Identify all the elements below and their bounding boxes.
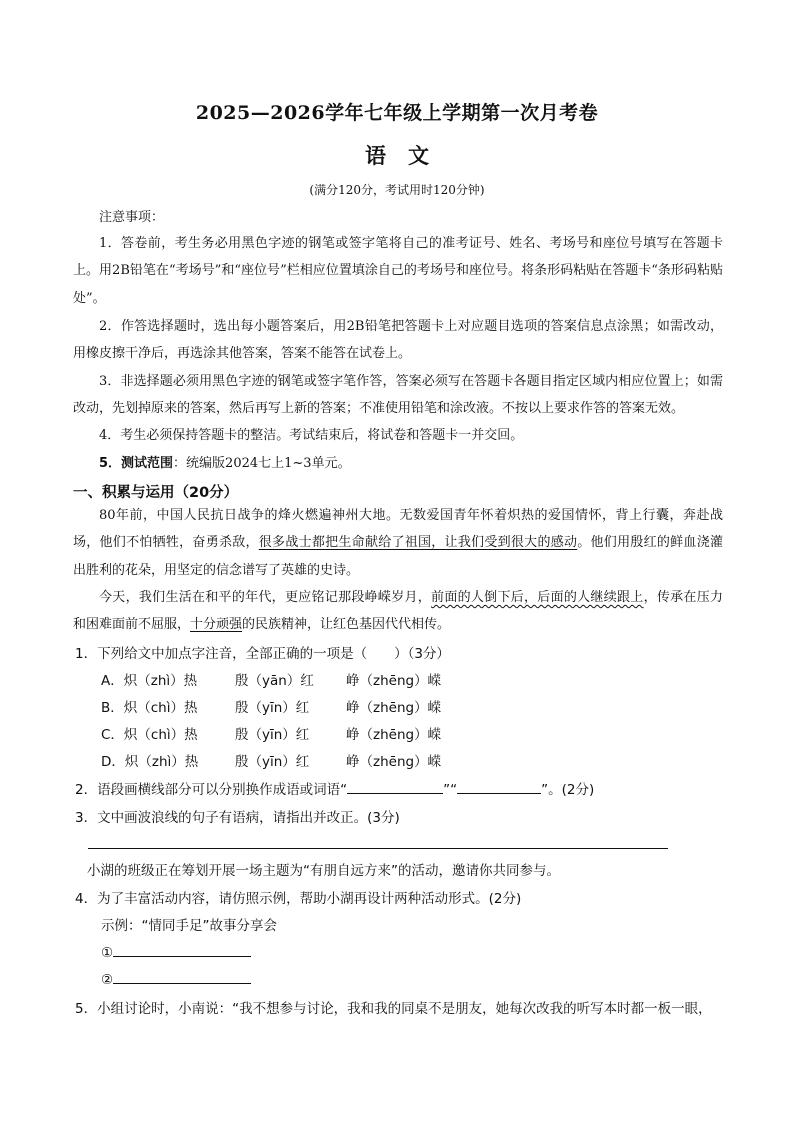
option-item: 峥（zhēng）嵘	[346, 727, 442, 743]
passage-text: 的民族精神，让红色基因代代相传。	[242, 617, 451, 633]
note-item-4: 4．考生必须保持答题卡的整洁。考试结束后，将试卷和答题卡一并交回。	[99, 428, 524, 443]
passage-text: 今天，我们生活在和平的年代，更应铭记那段峥嵘岁月，	[99, 590, 432, 605]
passage-paragraph-1	[73, 502, 723, 584]
section-heading: 一、积累与运用（20分）	[73, 485, 239, 501]
underlined-phrase: 十分顽强	[190, 617, 243, 633]
question-1: 1．下列给文中加点字注音，全部正确的一项是（ ）（3分）	[75, 646, 450, 662]
passage-text: ，传承在压力和困难面前不屈服，	[73, 590, 723, 633]
answer-item-1[interactable]	[101, 942, 251, 961]
question-2-text: ”。(2分)	[541, 782, 595, 798]
note-item-5-label: 5．测试范围	[99, 456, 174, 471]
option-c[interactable]	[101, 723, 442, 743]
answer-blank[interactable]	[113, 942, 251, 957]
answer-blank-1[interactable]	[347, 779, 443, 794]
answer-line[interactable]	[88, 848, 668, 849]
option-item: 峥（zhēng）嵘	[346, 673, 442, 689]
option-item: 殷（yān）红	[235, 673, 314, 689]
exam-title: 2025—2026学年七年级上学期第一次月考卷	[195, 102, 599, 124]
option-item: 峥（zhēng）嵘	[346, 754, 442, 770]
note-item-1: 1．答卷前，考生务必用黑色字迹的钢笔或签字笔将自己的准考证号、姓名、考场号和座位号填写在答题卡上。用2B铅笔在“考场号”和“座位号”栏相应位置填涂自己的考场号和座位号。将条形码粘贴在答题卡“条形码粘贴处”。	[73, 236, 723, 306]
option-item: 殷（yīn）红	[235, 700, 310, 716]
option-label: D．炽（zhì）热	[101, 754, 199, 770]
wavy-underlined-sentence: 前面的人倒下后，后面的人继续跟上	[431, 590, 644, 605]
subject-title: 语文	[365, 143, 451, 168]
question-4-example: 示例：“情同手足”故事分享会	[101, 918, 277, 934]
circled-number-2: ②	[101, 972, 114, 988]
option-label: B．炽（chì）热	[101, 700, 198, 716]
option-label: C．炽（chì）热	[101, 727, 198, 743]
question-4: 4．为了丰富活动内容，请仿照示例，帮助小湖再设计两种活动形式。(2分)	[75, 891, 522, 907]
answer-blank[interactable]	[113, 969, 251, 984]
note-item-2: 2．作答选择题时，选出每小题答案后，用2B铅笔把答题卡上对应题目选项的答案信息点涂黑；如需改动，用橡皮擦干净后，再选涂其他答案，答案不能答在试卷上。	[73, 319, 723, 362]
note-item-3: 3．非选择题必须用黑色字迹的钢笔或签字笔作答，答案必须写在答题卡各题目指定区域内相应位置上；如需改动，先划掉原来的答案，然后再写上新的答案；不准使用铅笔和涂改液。不按以上要求作答的答案无效。	[73, 374, 723, 417]
note-item-5-text: ：统编版2024七上1~3单元。	[173, 456, 351, 471]
option-label: A．炽（zhì）热	[101, 673, 198, 689]
circled-number-1: ①	[101, 945, 114, 961]
option-a[interactable]	[101, 669, 442, 689]
option-item: 殷（yīn）红	[235, 727, 310, 743]
note-item-5	[73, 450, 723, 477]
question-2	[75, 778, 594, 798]
option-d[interactable]	[101, 750, 442, 770]
option-item: 殷（yīn）红	[235, 754, 310, 770]
question-2-text: 2．语段画横线部分可以分别换作成语或词语“	[75, 782, 348, 798]
question-2-text: ”“	[443, 782, 458, 798]
exam-info: (满分120分，考试用时120分钟)	[309, 183, 485, 197]
notes-heading: 注意事项：	[99, 210, 165, 225]
answer-blank-2[interactable]	[457, 779, 541, 794]
underlined-sentence: 很多战士都把生命献给了祖国，让我们受到很大的感动	[258, 535, 578, 551]
answer-item-2[interactable]	[101, 969, 251, 988]
activity-intro: 小湖的班级正在筹划开展一场主题为“有朋自远方来”的活动，邀请你共同参与。	[87, 863, 560, 879]
option-b[interactable]	[101, 696, 442, 716]
passage-paragraph-2	[73, 584, 723, 639]
question-3: 3．文中画波浪线的句子有语病，请指出并改正。(3分)	[75, 810, 400, 826]
passage-text: 80年前，中国人民抗日战争的烽火燃遍神州大地。无数爱国青年怀着炽热的爱国情怀，背上行囊，奔赴战场，他们不怕牺牲，奋勇杀敌，	[73, 508, 723, 551]
option-item: 峥（zhēng）嵘	[346, 700, 442, 716]
question-5: 5．小组讨论时，小南说：“我不想参与讨论，我和我的同桌不是朋友，她每次改我的听写本时都一板一眼，	[75, 1001, 712, 1017]
passage-text: 。他们用殷红的鲜血浇灌出胜利的花朵，用坚定的信念谱写了英雄的史诗。	[73, 535, 723, 578]
